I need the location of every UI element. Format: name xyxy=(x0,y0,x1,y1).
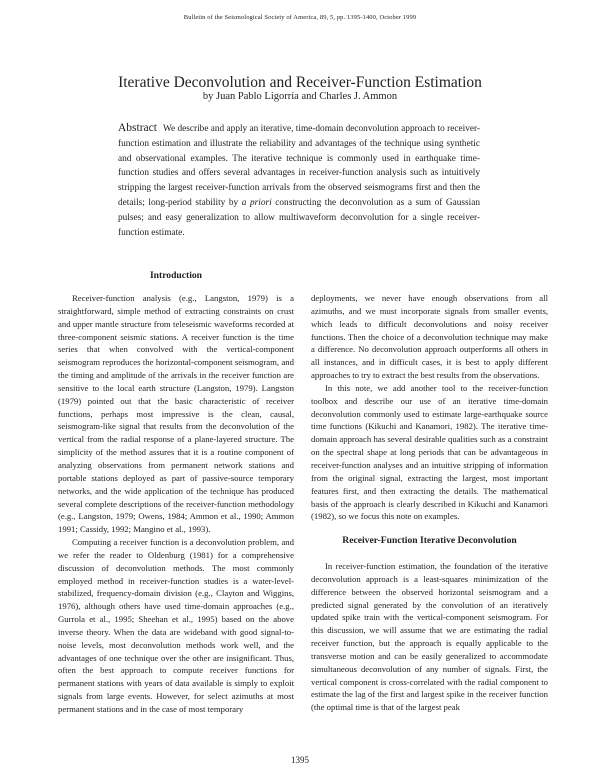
section-paragraph-1: In receiver-function estimation, the foundation of the iterative deconvolution approach is a least-squares minimization of the difference between the observed horizontal seismogram and a predicted signal generated by the convolution of an iteratively updated spike train with the vertical-component seismogram. For this discussion, we will assume that we are estimating the radial receiver function, but the approach is equally applicable to the transverse motion and can be easily generalized to accommodate simultaneous deconvolution of any number of signals. First, the vertical component is cross-correlated with the radial component to estimate the lag of the first and largest spike in the receiver function (the optimal time is that of the largest peak xyxy=(311,561,548,713)
right-paragraph-2: In this note, we add another tool to the receiver-function toolbox and describe our use of an iterative time-domain deconvolution commonly used to estimate large-earthquake source time functions (Kikuchi and Kanamori, 1982). The iterative time-domain approach has several desirable qualities such as a constraint on the spectral shape at long periods that can be advantageous in receiver-function analyses and an intuitive stripping of information from the original signal, extracting the largest, most important features first, and then extracting the details. The mathematical basis of the approach is clearly described in Kikuchi and Kanamori (1982), so we focus this note on examples. xyxy=(311,382,548,522)
abstract-label: Abstract xyxy=(118,122,157,134)
running-head: Bulletin of the Seismological Society of America, 89, 5, pp. 1395-1400, October 1999 xyxy=(183,14,417,21)
introduction-heading: Introduction xyxy=(149,270,203,281)
right-paragraph-1: deployments, we never have enough observations from all azimuths, and we must incorporate signals from smaller events, which leads to difficult deconvolutions and noisy receiver functions. Then the choice of a deconvolution technique may make a difference. No deconvolution approach outperforms all others in all instances, and in difficult cases, it is best to apply different approaches to try to extract the best results from the observations. xyxy=(311,293,548,381)
page-number: 1395 xyxy=(291,755,309,765)
author-line: by Juan Pablo Ligorría and Charles J. Ammon xyxy=(202,91,398,102)
intro-paragraph-1: Receiver-function analysis (e.g., Langston, 1979) is a straightforward, simple method of extracting constraints on crust and upper mantle structure from teleseismic waveforms recorded at three-component seismic stations. A receiver function is the time series that when convolved with the vertical-component seismogram reproduces the horizontal-component seismogram, and the timing and amplitude of the arrivals in the receiver function are sensitive to the local earth structure (Langston, 1979). Langston (1979) pointed out that the basic characteristic of receiver functions, perhaps most impressive is the clean, causal, seismogram-like signal that results from the deconvolution of the vertical from the radial response of a plane-layered structure. The simplicity of the method assures that it is a routine component of analyzing observations from permanent network stations and portable stations deployed as part of passive-source temporary networks, and the wide application of the technique has produced several complete descriptions of the receiver-function methodology (e.g., Langston, 1979; Owens, 1984; Ammon et al., 1990; Ammon 1991; Cassidy, 1992; Mangino et al., 1993). xyxy=(58,293,294,535)
intro-paragraph-2: Computing a receiver function is a deconvolution problem, and we refer the reader to Oldenburg (1981) for a comprehensive discussion of deconvolution methods. The most commonly employed method in receiver-function studies is a water-level-stabilized, frequency-domain division (e.g., Clayton and Wiggins, 1976), although others have used time-domain approaches (e.g., Gurrola et al., 1995; Sheehan et al., 1995) based on the above inverse theory. When the data are wideband with good signal-to-noise levels, most deconvolution methods work well, and the advantages of one technique over the other are insignificant. Thus, often the best approach to compute receiver functions for permanent stations with years of data available is simply to exploit signals from large events. However, for select azimuths at most permanent stations and in the case of most temporary xyxy=(58,537,294,714)
section-heading: Receiver-Function Iterative Deconvolution xyxy=(342,535,517,547)
abstract-block xyxy=(118,121,480,240)
abstract-text-1: We describe and apply an iterative, time-domain deconvolution approach to receiver-function estimation and illustrate the reliability and advantages of the technique using synthetic and observational examples. The iterative technique is commonly used in earthquake time-function studies and offers several advantages in receiver-function analysis such as intuitively stripping the largest receiver-function arrivals from the observed seismograms first and then the details; long-period stability by xyxy=(118,124,480,208)
abstract-italic: a priori xyxy=(241,197,272,208)
right-column xyxy=(311,292,548,714)
abstract-text-2: constructing the deconvolution as a sum of Gaussian pulses; and easy generalization to allow multiwaveform deconvolution for a single receiver-function estimate. xyxy=(118,197,480,238)
left-column xyxy=(58,270,294,716)
paper-title: Iterative Deconvolution and Receiver-Function Estimation xyxy=(118,74,482,92)
